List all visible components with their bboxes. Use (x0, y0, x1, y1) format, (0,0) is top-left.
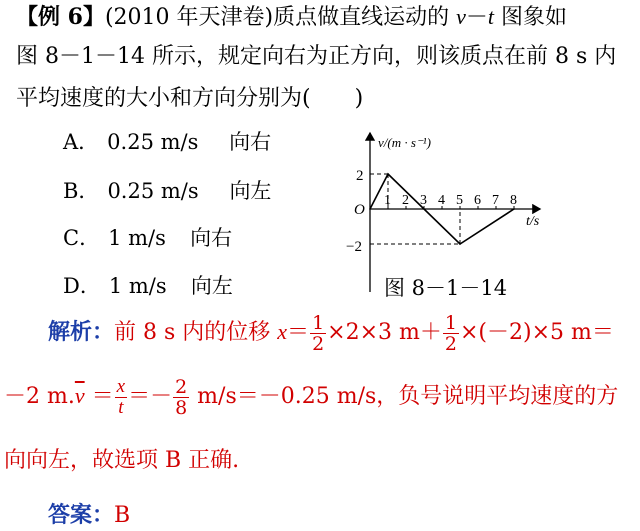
option-letter: A． (63, 130, 100, 154)
velocity-point (423, 208, 425, 210)
vt-v: v (456, 4, 466, 29)
problem-source: (2010 年天津卷)质点做直线运动的 (104, 5, 457, 30)
solution-label: 解析： (48, 319, 115, 345)
fraction-half-1: $\frac{1}{2}$ (312, 311, 325, 355)
var-x: x (277, 319, 288, 344)
fraction-half-2: $\frac{1}{2}$ (444, 311, 457, 355)
option-direction: 向右 (190, 226, 233, 250)
option-c[interactable] (63, 224, 232, 252)
y-tick-2: 2 (356, 168, 364, 184)
solution-text: －2 m. (4, 384, 75, 409)
x-axis-label: t/s (526, 214, 540, 229)
option-direction: 向右 (229, 130, 272, 154)
option-value: 1 m/s (108, 274, 167, 298)
x-tick-label: 4 (438, 193, 445, 208)
option-letter: B． (63, 179, 100, 203)
option-value: 1 m/s (108, 226, 166, 250)
answer-line (48, 500, 130, 531)
answer-value: B (114, 503, 131, 528)
option-value: 0.25 m/s (107, 130, 199, 154)
option-direction: 向左 (190, 274, 233, 298)
problem-line-1 (16, 2, 567, 33)
y-tick-neg2: −2 (346, 239, 362, 255)
velocity-point (369, 208, 371, 210)
fraction-2-over-8: $\frac{2}{8}$ (175, 375, 188, 419)
option-b[interactable] (63, 177, 271, 205)
example-label: 【例 6】 (16, 4, 105, 30)
option-letter: D． (63, 274, 101, 298)
solution-text: m/s＝－0.25 m/s，负号说明平均速度的方 (190, 384, 619, 409)
x-tick-labels (384, 193, 517, 209)
x-tick-label: 6 (474, 193, 481, 208)
option-value: 0.25 m/s (107, 179, 199, 203)
problem-line-2: 图 8－1－14 所示，规定向右为正方向，则该质点在前 8 s 内 (16, 44, 617, 69)
fraction-x-over-t: $\frac{x}{t}$ (116, 375, 126, 418)
x-tick-label: 5 (456, 193, 463, 208)
solution-line-3: 向向左，故选项 B 正确. (4, 448, 240, 473)
origin-label: O (354, 202, 365, 218)
x-tick-label: 7 (492, 193, 499, 208)
solution-text: ×2×3 m＋ (327, 320, 442, 345)
velocity-point (513, 208, 515, 210)
equals: ＝－ (128, 384, 173, 409)
v-bar: $\overline{v}$ (74, 383, 85, 408)
answer-label: 答案： (48, 502, 115, 528)
problem-line-3: 平均速度的大小和方向分别为( ) (16, 86, 364, 111)
figure-caption: 图 8－1－14 (384, 276, 508, 300)
y-axis-label: v/(m · s⁻¹) (378, 135, 431, 150)
velocity-point (459, 243, 461, 245)
x-tick-label: 2 (402, 193, 409, 208)
option-d[interactable] (63, 272, 233, 300)
x-tick-label: 1 (384, 193, 391, 208)
option-a[interactable] (63, 128, 271, 156)
vt-dash: － (465, 5, 488, 30)
x-tick-label: 3 (420, 193, 427, 208)
equals: ＝ (287, 320, 310, 345)
x-tick-label: 8 (510, 193, 517, 208)
option-letter: C． (63, 226, 101, 250)
problem-line-1-tail: 图象如 (494, 5, 568, 30)
option-direction: 向左 (229, 179, 272, 203)
velocity-point (387, 173, 389, 175)
solution-line-1 (48, 312, 614, 354)
equals: ＝ (84, 384, 114, 409)
solution-text: 前 8 s 内的位移 (114, 320, 278, 345)
solution-line-2 (4, 376, 618, 418)
vt-t: t (487, 4, 495, 29)
solution-text: ×(－2)×5 m＝ (459, 320, 614, 345)
